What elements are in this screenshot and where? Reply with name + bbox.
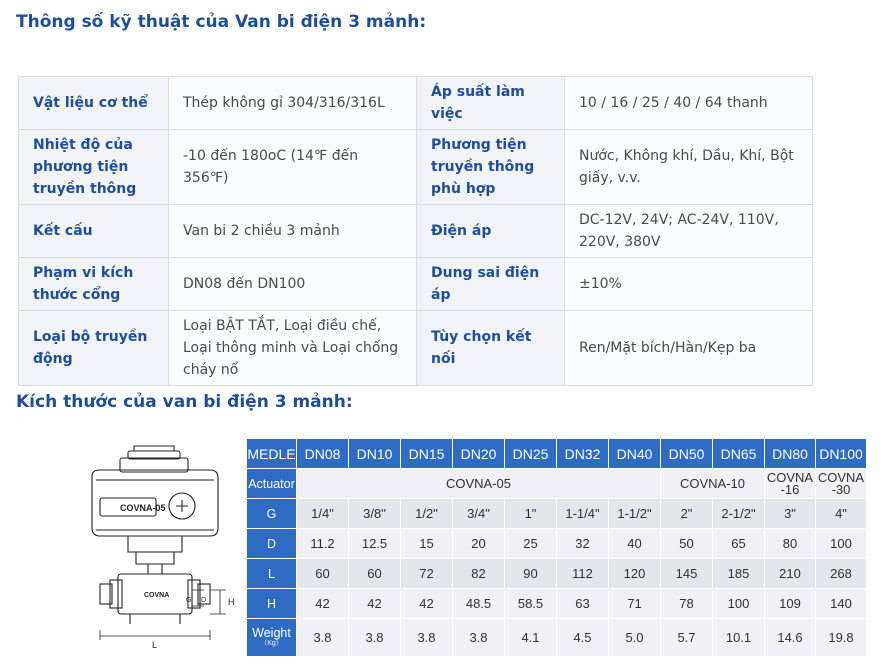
size-header: DN65 [713,439,765,469]
actuator-covna-30 [816,469,867,499]
dimension-value: 63 [557,589,609,619]
dimension-g-label: G [186,597,192,604]
weight-row [247,619,867,657]
spec-value: DN08 đến DN100 [169,258,417,311]
valve-technical-drawing [74,440,246,654]
dimension-row-label: D [247,529,297,559]
size-header: DN15 [401,439,453,469]
dimension-value: 60 [349,559,401,589]
dimension-row-label: L [247,559,297,589]
dimension-row [247,589,867,619]
model-header-label: MEDLE [247,439,297,469]
weight-value: 3.8 [297,619,349,657]
spec-label: Áp suất làm việc [417,77,565,130]
dimension-value: 3/8" [349,499,401,529]
dimension-value: 1/2" [401,499,453,529]
spec-value: DC-12V, 24V; AC-24V, 110V, 220V, 380V [565,205,813,258]
spec-label: Tùy chọn kết nối [417,311,565,386]
weight-value: 3.8 [453,619,505,657]
dimension-row-label: G [247,499,297,529]
spec-label: Điện áp [417,205,565,258]
dimension-value: 58.5 [505,589,557,619]
weight-value: 4.1 [505,619,557,657]
spec-table-body [19,77,813,386]
size-header: DN80 [765,439,816,469]
dimension-value: 42 [297,589,349,619]
spec-row [19,258,813,311]
spec-row [19,130,813,205]
spec-value: -10 đến 180oC (14℉ đến 356℉) [169,130,417,205]
dimension-value: 100 [816,529,867,559]
dimension-value: 140 [816,589,867,619]
dimension-table [246,438,867,657]
dimension-value: 42 [401,589,453,619]
size-header: DN25 [505,439,557,469]
weight-unit-text: （Kg） [260,640,283,647]
dimension-value: 71 [609,589,661,619]
actuator-covna-16-line2: -16 [780,481,800,497]
actuator-model-label: COVNA-05 [120,503,166,513]
dimension-value: 11.2 [297,529,349,559]
dimension-value: 32 [557,529,609,559]
dimension-value: 185 [713,559,765,589]
valve-body-label: COVNA [144,592,170,599]
dimension-value: 80 [765,529,816,559]
dimension-l-label: L [152,640,158,650]
dimension-value: 40 [609,529,661,559]
dimension-value: 12.5 [349,529,401,559]
spec-value: Loại BẬT TẮT, Loại điều chế, Loại thông minh và Loại chống cháy nổ [169,311,417,386]
dimension-row [247,559,867,589]
dimension-value: 1" [505,499,557,529]
spec-row [19,205,813,258]
spec-label: Vật liệu cơ thể [19,77,169,130]
size-header: DN100 [816,439,867,469]
spec-row [19,311,813,386]
dimension-value: 112 [557,559,609,589]
dimension-value: 268 [816,559,867,589]
dimension-value: 15 [401,529,453,559]
weight-label-text: Weight [252,626,291,640]
dimension-value: 120 [609,559,661,589]
size-header: DN32 [557,439,609,469]
dimension-value: 100 [713,589,765,619]
size-header: DN50 [661,439,713,469]
weight-value: 14.6 [765,619,816,657]
dimension-value: 3" [765,499,816,529]
actuator-covna-16 [765,469,816,499]
dimension-value: 60 [297,559,349,589]
dimension-value: 145 [661,559,713,589]
dimension-value: 1-1/4" [557,499,609,529]
weight-value: 10.1 [713,619,765,657]
weight-value: 4.5 [557,619,609,657]
dimension-value: 65 [713,529,765,559]
size-header: DN08 [297,439,349,469]
dimension-value: 48.5 [453,589,505,619]
spec-value: Thép không gỉ 304/316/316L [169,77,417,130]
dimension-value: 90 [505,559,557,589]
spec-table [18,76,813,386]
actuator-covna-30-line2: -30 [831,481,851,497]
weight-value: 3.8 [349,619,401,657]
dimension-row [247,529,867,559]
dimension-value: 1/4" [297,499,349,529]
section-title-dimensions: Kích thước của van bi điện 3 mảnh: [16,392,353,412]
spec-value: ±10% [565,258,813,311]
dimension-value: 4" [816,499,867,529]
spec-row [19,77,813,130]
dimension-value: 50 [661,529,713,559]
spec-value: Van bi 2 chiều 3 mảnh [169,205,417,258]
dimension-header-row [247,439,867,469]
dimension-table-body [247,439,867,657]
weight-value: 3.8 [401,619,453,657]
dimension-row [247,499,867,529]
dimension-value: 42 [349,589,401,619]
actuator-covna-05: COVNA-05 [297,469,661,499]
dimension-d-label: D [201,597,207,604]
dimension-value: 20 [453,529,505,559]
dimension-row-label: H [247,589,297,619]
dimension-value: 25 [505,529,557,559]
size-header: DN10 [349,439,401,469]
spec-value: Ren/Mặt bích/Hàn/Kẹp ba [565,311,813,386]
spec-label: Loại bộ truyền động [19,311,169,386]
actuator-covna-10: COVNA-10 [661,469,765,499]
spec-label: Dung sai điện áp [417,258,565,311]
dimension-h-label: H [228,597,235,607]
dimension-value: 210 [765,559,816,589]
spec-label: Nhiệt độ của phương tiện truyền thông [19,130,169,205]
weight-value: 19.8 [816,619,867,657]
weight-value: 5.0 [609,619,661,657]
actuator-covna-30-line1: COVNA [817,469,865,485]
spec-label: Kết cấu [19,205,169,258]
actuator-row-label: Actuator [247,469,297,499]
spec-label: Phạm vi kích thước cổng [19,258,169,311]
size-header: DN40 [609,439,661,469]
section-title-specs: Thông số kỹ thuật của Van bi điện 3 mảnh: [16,12,427,32]
dimension-value: 3/4" [453,499,505,529]
spec-value: 10 / 16 / 25 / 40 / 64 thanh [565,77,813,130]
dimension-value: 1-1/2" [609,499,661,529]
dimension-value: 82 [453,559,505,589]
spec-label: Phương tiện truyền thông phù hợp [417,130,565,205]
dimension-value: 109 [765,589,816,619]
size-header: DN20 [453,439,505,469]
dimension-value: 2-1/2" [713,499,765,529]
weight-value: 5.7 [661,619,713,657]
spec-value: Nước, Không khí, Dầu, Khí, Bột giấy, v.v. [565,130,813,205]
dimension-value: 2" [661,499,713,529]
actuator-row [247,469,867,499]
weight-row-label [247,619,297,657]
dimension-value: 72 [401,559,453,589]
dimension-value: 78 [661,589,713,619]
actuator-covna-16-line1: COVNA [766,469,814,485]
